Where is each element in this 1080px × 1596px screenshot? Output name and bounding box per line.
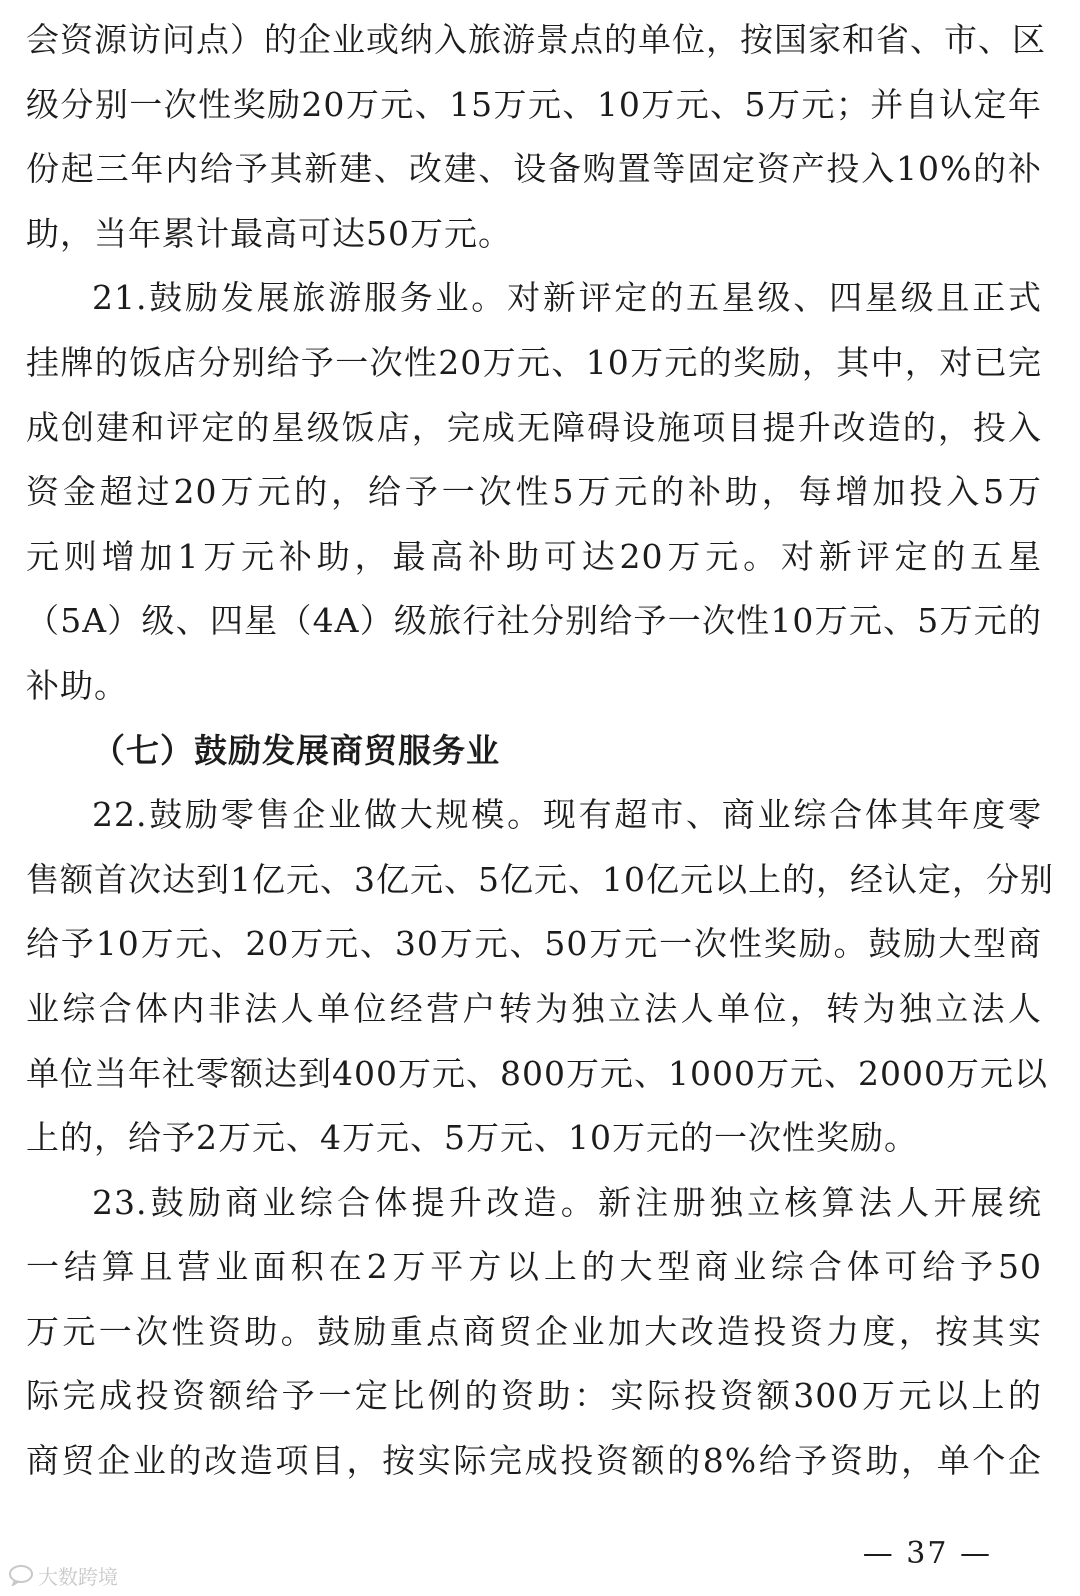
text-line-7: 成创建和评定的星级饭店，完成无障碍设施项目提升改造的，投入	[26, 407, 1042, 447]
text-line-22: 际完成投资额给予一定比例的资助：实际投资额300万元以上的	[26, 1376, 1042, 1416]
text-line-11: 补助。	[26, 665, 128, 705]
text-line-15: 给予10万元、20万元、30万元、50万元一次性奖励。鼓励大型商	[26, 924, 1042, 964]
text-line-18: 上的，给予2万元、4万元、5万元、10万元的一次性奖励。	[26, 1118, 918, 1158]
document-body	[26, 0, 1054, 1494]
text-line-17: 单位当年社零额达到400万元、800万元、1000万元、2000万元以	[26, 1053, 1048, 1093]
text-line-2: 级分别一次性奖励20万元、15万元、10万元、5万元；并自认定年	[26, 84, 1042, 124]
text-line-20: 一结算且营业面积在2万平方以上的大型商业综合体可给予50	[26, 1247, 1042, 1287]
text-line-14: 售额首次达到1亿元、3亿元、5亿元、10亿元以上的，经认定，分别	[26, 859, 1054, 899]
text-line-6: 挂牌的饭店分别给予一次性20万元、10万元的奖励，其中，对已完	[26, 342, 1042, 382]
text-line-16: 业综合体内非法人单位经营户转为独立法人单位，转为独立法人	[26, 988, 1042, 1028]
text-line-21: 万元一次性资助。鼓励重点商贸企业加大改造投资力度，按其实	[26, 1311, 1042, 1351]
text-line-10: （5A）级、四星（4A）级旅行社分别给予一次性10万元、5万元的	[26, 601, 1042, 641]
text-line-23: 商贸企业的改造项目，按实际完成投资额的8%给予资助，单个企	[26, 1441, 1042, 1481]
text-line-1: 会资源访问点）的企业或纳入旅游景点的单位，按国家和省、市、区	[26, 20, 1046, 59]
text-line-5-item-21-heading: 21.鼓励发展旅游服务业。对新评定的五星级、四星级且正式	[92, 278, 1042, 318]
text-line-4: 助，当年累计最高可达50万元。	[26, 213, 512, 253]
watermark-text: 大数跨境	[38, 1564, 118, 1589]
text-line-8: 资金超过20万元的，给予一次性5万元的补助，每增加投入5万	[26, 472, 1042, 512]
text-line-3: 份起三年内给予其新建、改建、设备购置等固定资产投入10%的补	[26, 149, 1042, 189]
watermark	[8, 1560, 118, 1590]
text-line-9: 元则增加1万元补助，最高补助可达20万元。对新评定的五星	[26, 536, 1042, 576]
text-line-13-item-22-heading: 22.鼓励零售企业做大规模。现有超市、商业综合体其年度零	[92, 795, 1042, 835]
chat-bubble-icon	[8, 1564, 34, 1586]
page-number: — 37 —	[862, 1536, 992, 1571]
text-line-19-item-23-heading: 23.鼓励商业综合体提升改造。新注册独立核算法人开展统	[92, 1182, 1042, 1222]
section-heading-7: （七）鼓励发展商贸服务业	[92, 730, 500, 770]
